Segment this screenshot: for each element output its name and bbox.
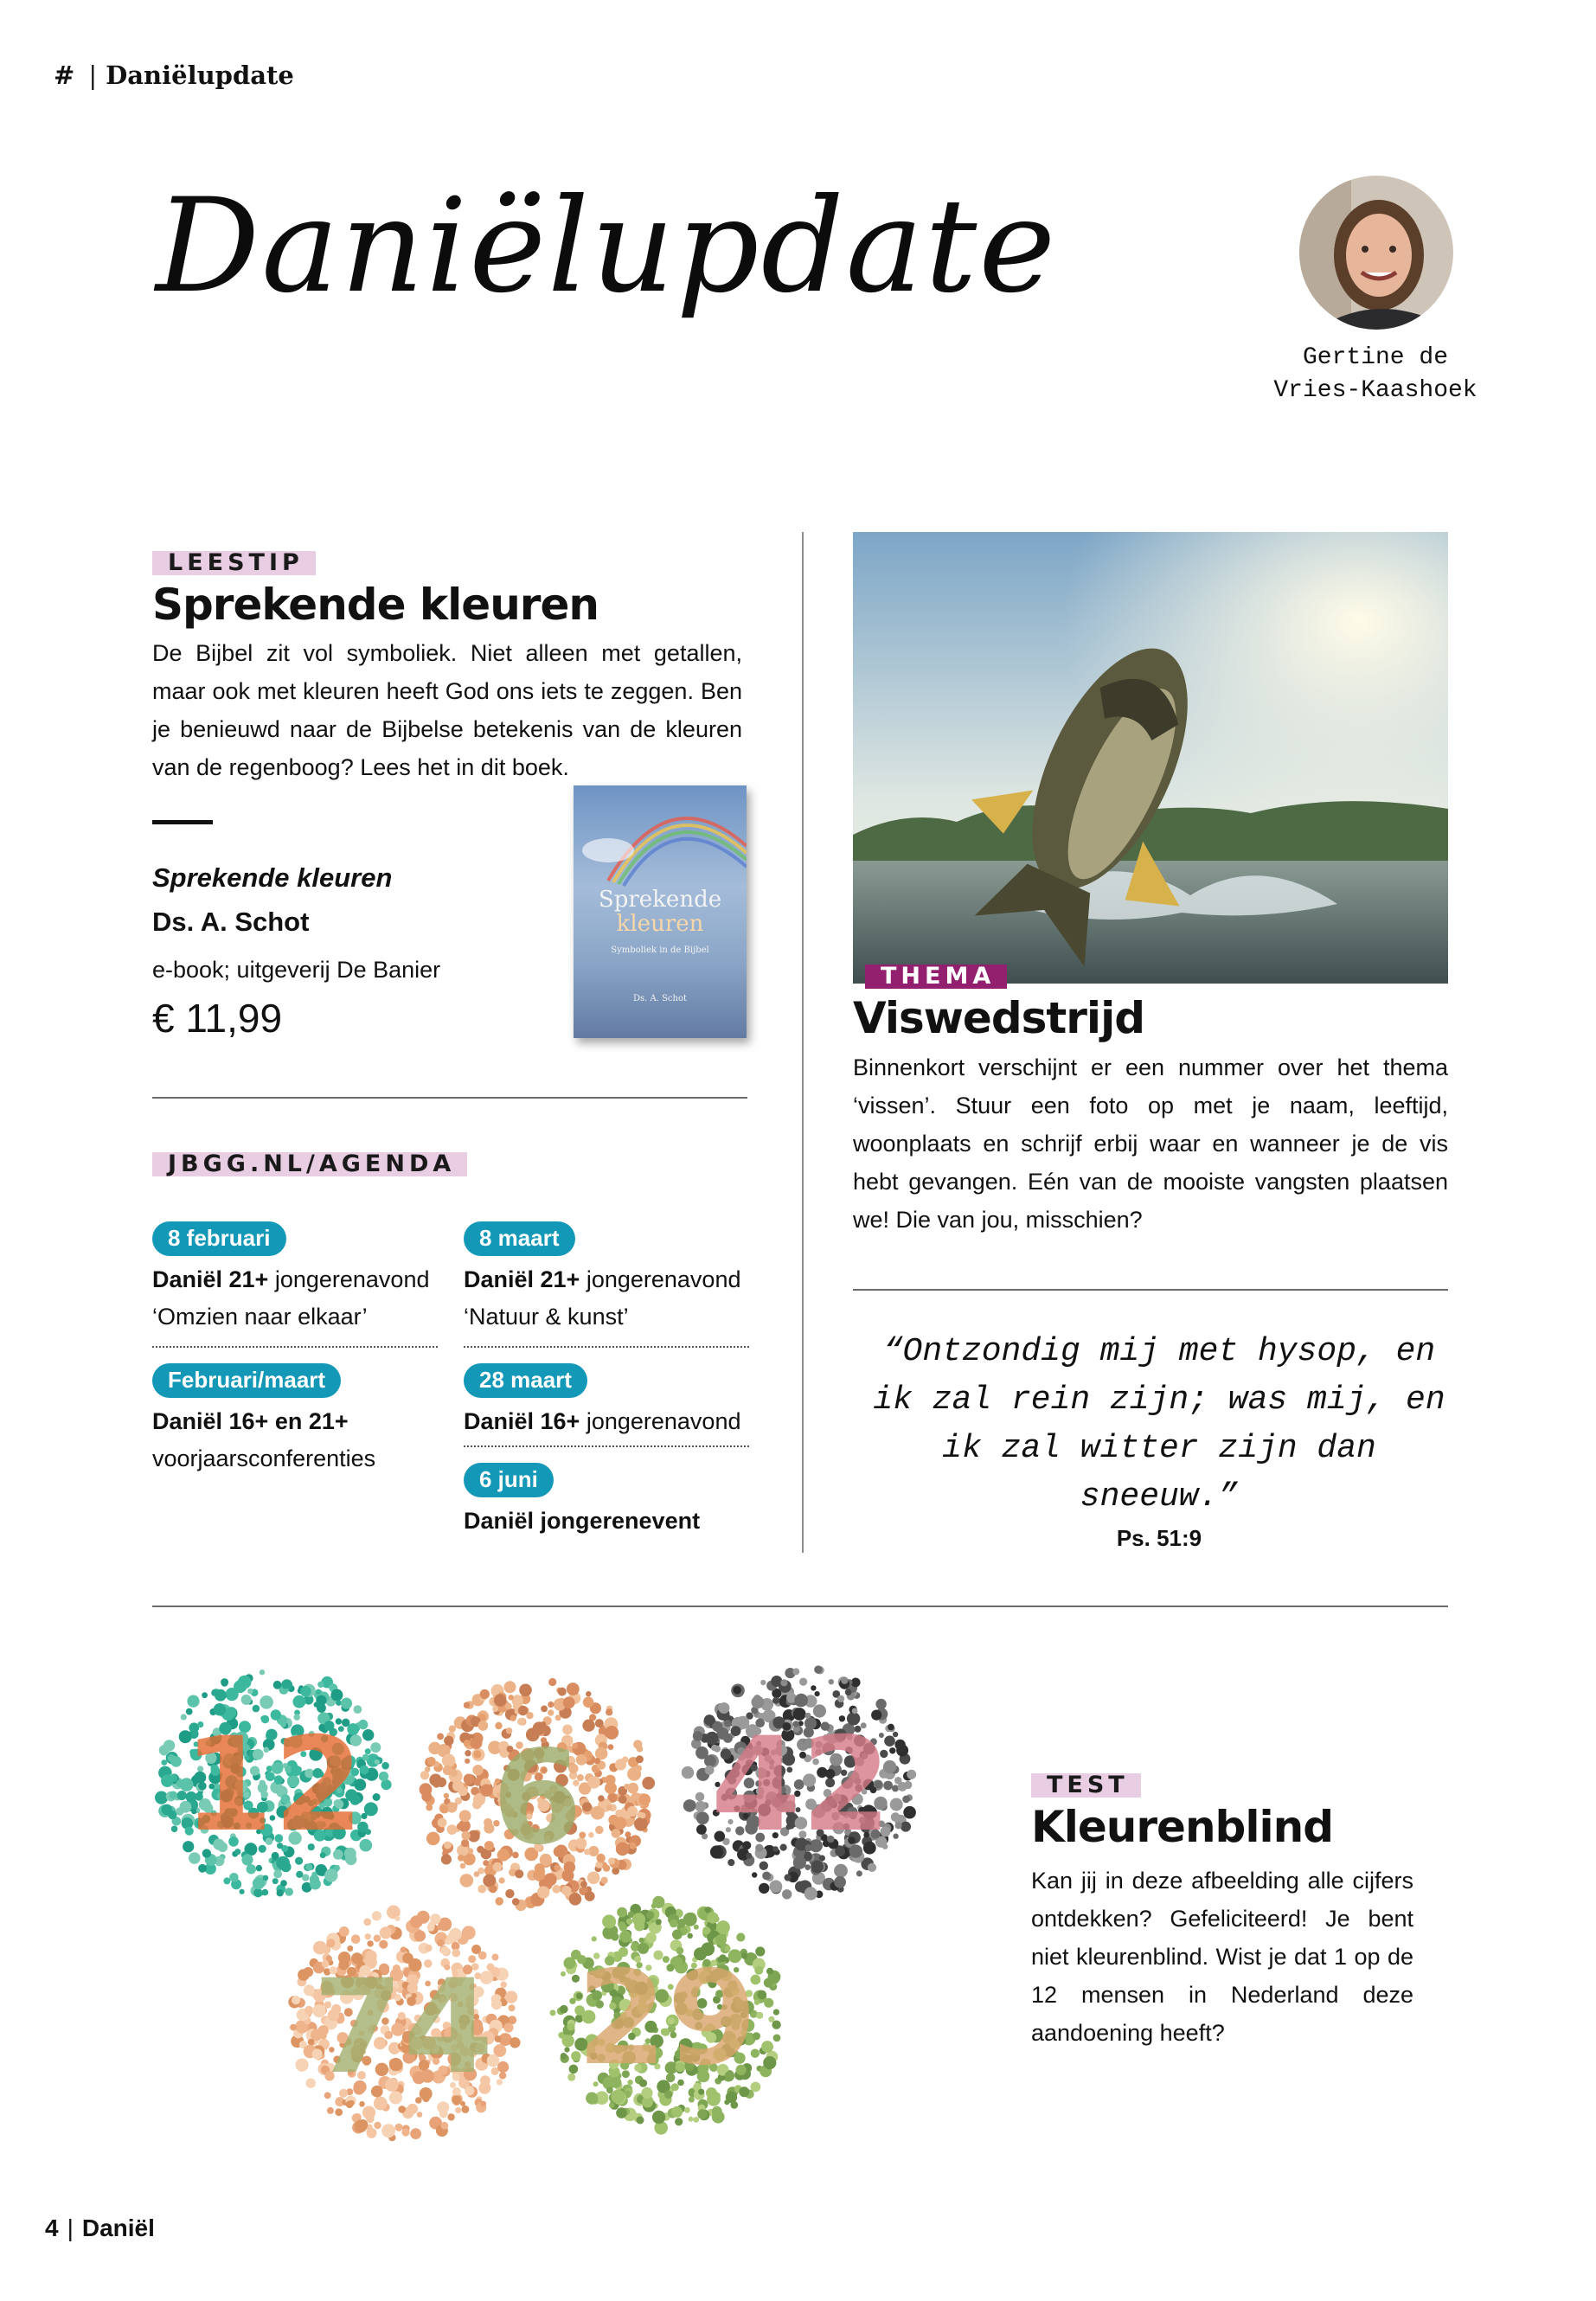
divider	[853, 1289, 1448, 1291]
event-subtitle: voorjaarsconferenties	[152, 1445, 376, 1471]
event-date-pill: Februari/maart	[152, 1363, 341, 1398]
ishihara-plate	[550, 1896, 781, 2135]
book-title: Sprekende kleuren	[152, 862, 393, 893]
column-divider	[802, 532, 804, 1553]
event-type: jongerenavond	[268, 1266, 430, 1292]
event-title: Daniël 21+	[464, 1266, 580, 1292]
thema-heading: Viswedstrijd	[853, 993, 1144, 1043]
ishihara-plate	[155, 1670, 392, 1897]
test-label: TEST	[1031, 1773, 1141, 1798]
page-number: 4	[45, 2214, 59, 2241]
plate-number: 29	[576, 1944, 758, 2094]
cover-title-1: Sprekende	[598, 887, 722, 913]
plate-number: 42	[710, 1710, 892, 1861]
event-subtitle: ‘Omzien naar elkaar’	[152, 1304, 368, 1330]
event-date-pill: 8 februari	[152, 1221, 286, 1256]
event-title: Daniël 16+ en 21+	[152, 1408, 349, 1434]
event-date-pill: 8 maart	[464, 1221, 575, 1256]
ishihara-plate	[420, 1678, 655, 1911]
dotted-divider	[464, 1445, 749, 1447]
plate-number: 12	[183, 1710, 364, 1861]
section-name: Daniëlupdate	[106, 61, 294, 90]
book-cover-image	[574, 785, 747, 1038]
author-avatar	[1299, 176, 1453, 330]
agenda-label: JBGG.NL/AGENDA	[152, 1152, 467, 1176]
leestip-heading: Sprekende kleuren	[152, 580, 599, 630]
event-type: jongerenavond	[580, 1266, 741, 1292]
quote-reference: Ps. 51:9	[1116, 1525, 1202, 1551]
book-author: Ds. A. Schot	[152, 907, 310, 937]
hash-icon: #	[54, 61, 75, 90]
ishihara-plate	[682, 1665, 916, 1900]
event-subtitle: ‘Natuur & kunst’	[464, 1304, 629, 1330]
event-title: Daniël 16+	[464, 1408, 580, 1434]
running-head: # | Daniëlupdate	[54, 61, 294, 90]
event-title: Daniël jongerenevent	[464, 1508, 701, 1534]
magazine-name: Daniël	[81, 2214, 155, 2241]
book-format: e-book; uitgeverij De Banier	[152, 957, 441, 983]
test-body: Kan jij in deze afbeelding alle cijfers ontdekken? Gefeliciteerd! Je bent niet kleurenblind. Wist je dat 1 op de 12 mensen in Nederland deze aandoening heeft?	[1031, 1868, 1413, 2046]
test-heading: Kleurenblind	[1031, 1802, 1334, 1852]
thema-body: Binnenkort verschijnt er een nummer over het thema ‘vissen’. Stuur een foto op met je naam, leeftijd, woonplaats en schrijf erbij waar en wanneer je de vis hebt gevangen. Eén van de mooiste vangsten plaatsen we! Die van jou, misschien?	[853, 1054, 1448, 1233]
event-type: jongerenavond	[580, 1408, 741, 1434]
cover-author: Ds. A. Schot	[632, 994, 688, 1003]
event-date-pill: 28 maart	[464, 1363, 587, 1398]
ishihara-plate	[288, 1906, 520, 2142]
cover-subtitle: Symboliek in de Bijbel	[611, 945, 709, 955]
plate-number: 6	[491, 1723, 583, 1874]
cover-title-2: kleuren	[616, 911, 704, 937]
thema-label: THEMA	[865, 965, 1007, 989]
event-title: Daniël 21+	[152, 1266, 269, 1292]
dotted-divider	[464, 1346, 749, 1348]
divider	[152, 1097, 747, 1099]
bible-quote: “Ontzondig mij met hysop, en ik zal rein zijn; was mij, en ik zal witter zijn dan sneeuw.”	[873, 1333, 1445, 1516]
book-price: € 11,99	[152, 996, 283, 1041]
author-name: Gertine de Vries-Kaashoek	[1273, 344, 1477, 404]
page-title: Daniëlupdate	[156, 171, 1058, 322]
divider	[152, 1606, 1448, 1607]
fish-photo	[853, 532, 1448, 984]
short-divider	[152, 820, 213, 824]
leestip-label: LEESTIP	[152, 551, 316, 575]
agenda-event	[152, 1221, 438, 1477]
event-date-pill: 6 juni	[464, 1463, 554, 1497]
plate-number: 74	[312, 1952, 494, 2103]
color-blind-test-image	[152, 1652, 957, 2154]
agenda-event	[464, 1221, 749, 1540]
dotted-divider	[152, 1346, 438, 1348]
page-footer: 4 | Daniël	[45, 2214, 155, 2241]
leestip-body: De Bijbel zit vol symboliek. Niet alleen met getallen, maar ook met kleuren heeft God ons iets te zeggen. Ben je benieuwd naar de Bijbelse betekenis van de kleuren van de regenboog? Lees het in dit boek.	[152, 640, 742, 780]
